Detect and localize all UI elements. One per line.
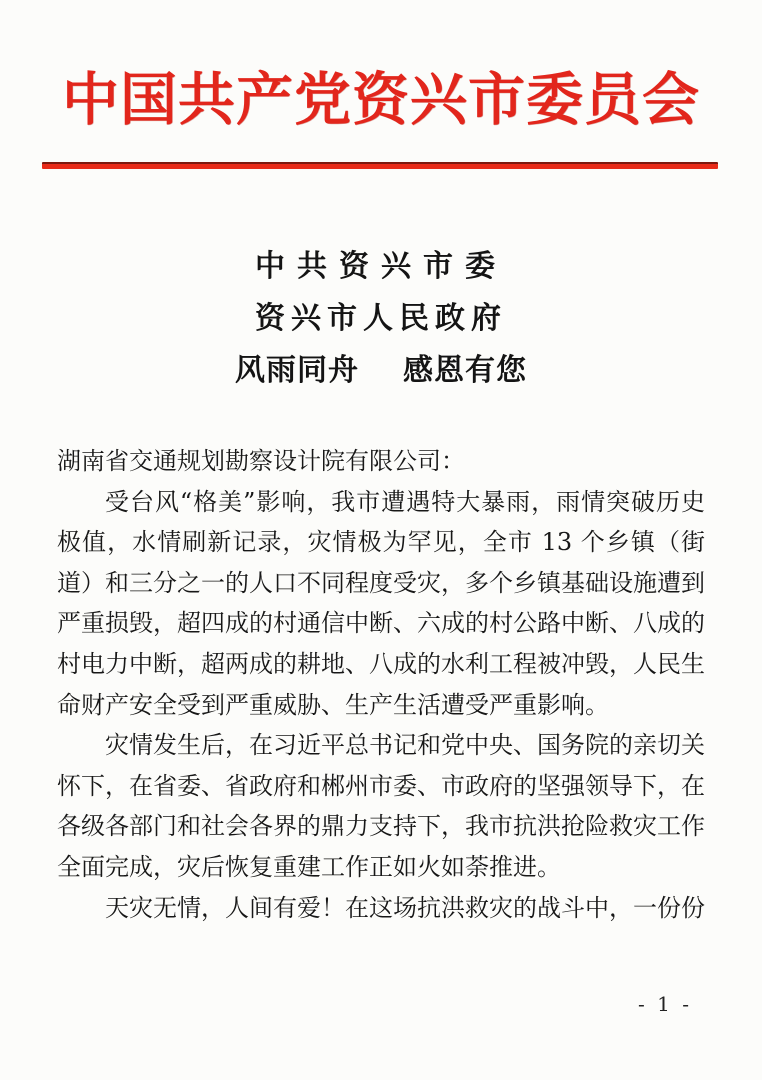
page-number: - 1 - [638,992,692,1016]
doc-title-block [0,241,762,397]
body-paragraph: 灾情发生后，在习近平总书记和党中央、国务院的亲切关怀下，在省委、省政府和郴州市委、市政府的坚强领导下，在各级各部门和社会各界的鼎力支持下，我市抗洪抢险救灾工作全面完成，灾后恢复重建工作正如火如荼推进。 [57,731,705,881]
doc-title-line-1: 中共资兴市委 [255,249,507,284]
doc-title-line-3-phrase-1: 风雨同舟 [235,353,359,388]
letterhead-divider [42,162,718,169]
doc-title-line-2: 资兴市人民政府 [255,301,507,336]
doc-title-line-3-phrase-2: 感恩有您 [403,353,527,388]
letter-body [57,441,705,928]
body-paragraph: 受台风“格美”影响，我市遭遇特大暴雨，雨情突破历史极值，水情刷新记录，灾情极为罕见，全市 13 个乡镇（街道）和三分之一的人口不同程度受灾，多个乡镇基础设施遭到严重损毁，超四成的村通信中断、六成的村公路中断、八成的村电力中断，超两成的耕地、八成的水利工程被冲毁，人民生命财产安全受到严重威胁、生产生活遭受严重影响。 [57,487,705,719]
body-paragraph: 天灾无情，人间有爱！在这场抗洪救灾的战斗中，一份份 [105,893,705,922]
letterhead-org-name: 中国共产党资兴市委员会 [62,66,700,133]
salutation: 湖南省交通规划勘察设计院有限公司： [57,447,465,475]
doc-title-line-3 [0,345,762,397]
